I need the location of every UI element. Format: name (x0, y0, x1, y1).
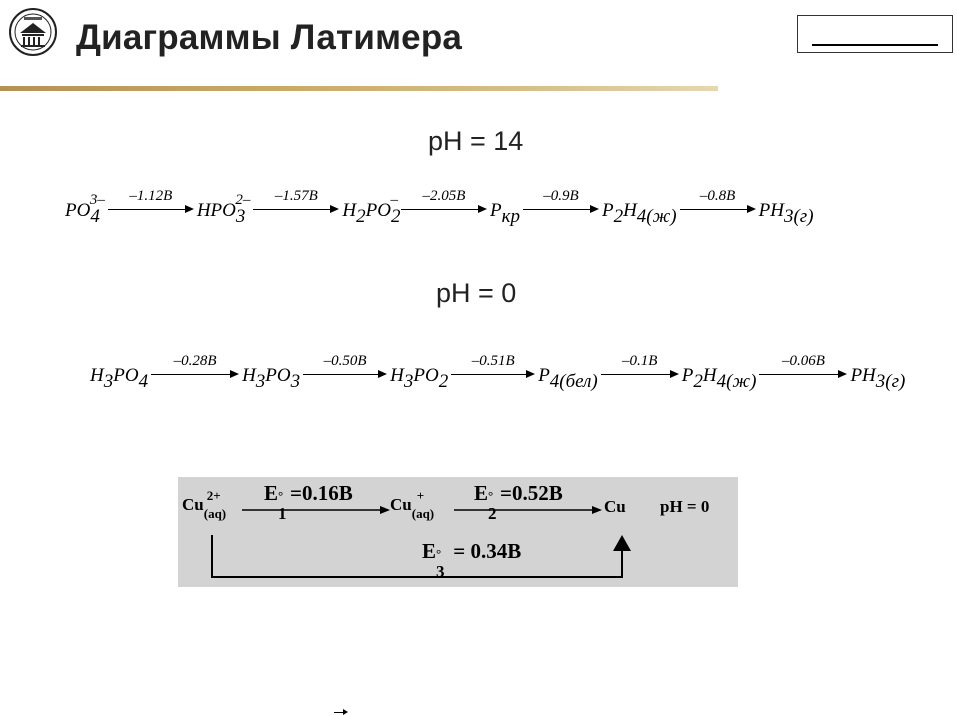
ph0-species-sub2: 3 (290, 371, 301, 392)
ph0-species-base: H (90, 365, 104, 386)
university-emblem-icon (8, 7, 58, 57)
ph14-species-base: PH (758, 200, 784, 221)
ph14-species-4 (601, 200, 677, 227)
ph0-arrow-head (670, 370, 679, 378)
ph0-arrow-shaft (303, 374, 380, 375)
ph14-arrow-0 (108, 188, 194, 216)
ph14-species-charge: – (390, 192, 398, 208)
ph0-species-4 (681, 365, 757, 392)
ph0-arrow-1 (303, 353, 387, 381)
ph14-species-sub2: 2 (390, 206, 401, 227)
ph0-species-1 (242, 365, 301, 392)
ph14-species-base: H (342, 200, 357, 221)
page-title: Диаграммы Латимера (76, 18, 463, 57)
ph14-arrow-shaft (108, 209, 187, 210)
ph14-species-base: PO (65, 200, 91, 221)
cu0-species: Cu (604, 497, 626, 516)
ph0-species-5 (850, 365, 906, 392)
ph0-species-sub2: 4 (138, 371, 149, 392)
ph0-species-sub2: 4(ж) (716, 371, 757, 392)
ph14-label: pH = 14 (428, 126, 524, 156)
ph14-potential-label: –0.9В (543, 188, 579, 204)
ph0-species-base: P (538, 365, 550, 386)
ph14-arrow-1 (253, 188, 339, 216)
ph14-species-2 (342, 192, 401, 227)
ph0-arrow-head (838, 370, 847, 378)
ph0-species-base: PH (850, 365, 876, 386)
ph0-arrow-3 (601, 353, 679, 381)
ph14-species-charge: 2– (235, 192, 251, 208)
ph0-species-base2: PO (413, 365, 439, 386)
ph0-arrow-shaft (151, 374, 232, 375)
ph0-species-sub: 3(г) (875, 371, 906, 392)
cu2-species: Cu 2+ (aq) (182, 488, 227, 521)
ph0-species-sub: 3 (255, 371, 266, 392)
corner-placeholder-box (797, 15, 953, 53)
ph0-potential-label: –0.06В (781, 353, 825, 369)
ph0-potential-label: –0.50В (323, 353, 367, 369)
cu1-species: Cu + (aq) (390, 488, 435, 521)
ph14-arrow-shaft (401, 209, 480, 210)
ph0-arrow-head (378, 370, 387, 378)
ph14-species-sub: 3(г) (783, 206, 814, 227)
ph0-species-base2: H (702, 365, 717, 386)
ph14-species-charge: 3– (89, 192, 105, 208)
ph0-potential-label: –0.51В (471, 353, 515, 369)
ph0-species-sub: 3 (403, 371, 414, 392)
ph14-species-sub2: 4(ж) (636, 206, 677, 227)
ph0-arrow-shaft (759, 374, 840, 375)
e1-arrow (242, 505, 390, 515)
ph14-species-base: P (489, 200, 502, 221)
ph0-arrow-shaft (601, 374, 672, 375)
ph0-species-0 (90, 365, 149, 392)
ph14-arrow-4 (680, 188, 756, 216)
ph0-species-3 (538, 365, 598, 392)
latimer-chain-ph0 (90, 353, 906, 392)
copper-ph-condition: pH = 0 (660, 497, 710, 516)
e3-label: E ° 3 = 0.34B (422, 539, 522, 581)
ph0-arrow-4 (759, 353, 847, 381)
ph14-species-3 (489, 200, 520, 227)
ph14-species-base: P (601, 200, 614, 221)
ph14-species-1 (196, 192, 251, 227)
ph0-species-base2: PO (265, 365, 291, 386)
e1-label: E ° 1 =0.16B (264, 481, 353, 523)
ph14-species-5 (758, 200, 814, 227)
ph14-species-sub: кр (501, 206, 520, 227)
ph0-species-sub: 4(бел) (549, 371, 598, 392)
e2-arrow (454, 505, 602, 515)
ph14-species-sub: 2 (356, 206, 366, 227)
ph0-species-2 (390, 365, 449, 392)
ph14-species-base: HPO (196, 200, 236, 221)
ph0-species-base: H (242, 365, 256, 386)
header-accent-rule (0, 86, 718, 91)
ph14-species-base2: PO (365, 200, 391, 221)
ph0-species-base: P (681, 365, 694, 386)
ph14-arrow-3 (523, 188, 599, 216)
ph14-potential-label: –1.57В (274, 188, 318, 204)
ph0-potential-label: –0.1В (622, 353, 658, 369)
ph14-potential-label: –1.12В (129, 188, 173, 204)
ph0-arrow-2 (451, 353, 535, 381)
ph0-arrow-0 (151, 353, 239, 381)
ph14-arrow-2 (401, 188, 487, 216)
vector-arrow-mark (334, 712, 344, 713)
copper-latimer-panel (178, 477, 738, 587)
ph14-arrow-shaft (680, 209, 749, 210)
ph0-species-sub: 2 (693, 371, 703, 392)
ph14-arrow-shaft (253, 209, 332, 210)
ph0-arrow-head (526, 370, 535, 378)
ph14-arrow-head (478, 205, 487, 213)
corner-box-underline (812, 44, 938, 46)
ph0-label: pH = 0 (436, 278, 517, 308)
ph0-species-base2: PO (113, 365, 139, 386)
ph0-species-sub: 3 (103, 371, 114, 392)
latimer-chain-ph14 (65, 188, 814, 227)
ph14-arrow-head (747, 205, 756, 213)
ph0-species-base: H (390, 365, 404, 386)
ph0-arrow-head (230, 370, 239, 378)
ph14-arrow-head (185, 205, 194, 213)
ph14-species-sub: 2 (613, 206, 624, 227)
ph14-potential-label: –2.05В (422, 188, 466, 204)
ph0-potential-label: –0.28В (173, 353, 217, 369)
ph14-species-0 (65, 192, 105, 227)
e2-label: E ° 2 =0.52B (474, 481, 563, 523)
ph0-arrow-shaft (451, 374, 528, 375)
ph0-species-sub2: 2 (438, 371, 449, 392)
e3-return-arrow (208, 531, 633, 581)
ph14-species-sub: 3 (235, 206, 246, 227)
ph14-potential-label: –0.8В (699, 188, 736, 204)
ph14-arrow-head (590, 205, 599, 213)
ph14-species-sub: 4 (90, 206, 100, 227)
ph14-arrow-head (330, 205, 339, 213)
ph14-arrow-shaft (523, 209, 592, 210)
ph14-species-base2: H (623, 200, 637, 221)
